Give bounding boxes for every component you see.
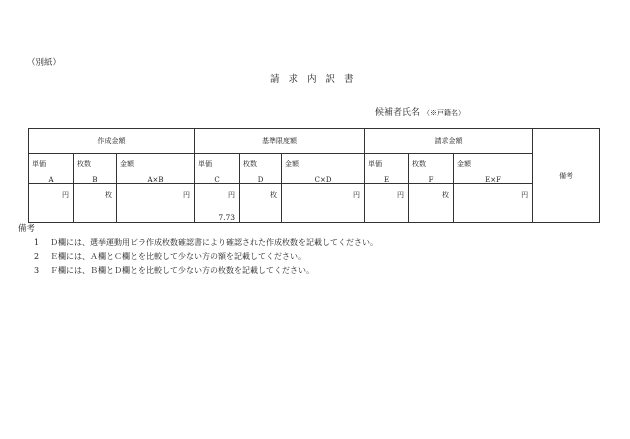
table-value-row	[29, 184, 600, 223]
value-cell	[74, 184, 117, 223]
candidate-name-label	[375, 105, 465, 118]
remark-number: 3	[34, 266, 40, 275]
table-group-header-row	[29, 129, 600, 154]
sub-header-code: C×D	[314, 176, 332, 184]
sub-header-label: 金額	[457, 160, 472, 168]
sub-header-cell	[365, 154, 409, 184]
unit-label: 円	[183, 191, 191, 199]
remark-text: Ｅ欄には、Ａ欄とＣ欄とを比較して少ない方の額を記載してください。	[50, 252, 306, 261]
remarks-column-header: 備考	[559, 171, 574, 180]
value-cell	[282, 184, 365, 223]
unit-label: 円	[62, 191, 69, 199]
sub-header-label: 枚数	[77, 160, 91, 168]
unit-label: 枚	[105, 191, 112, 199]
sub-header-cell	[282, 154, 365, 184]
remarks-column	[533, 129, 600, 223]
unit-label: 円	[521, 191, 529, 199]
sub-header-code: E	[383, 176, 390, 184]
table-sub-header-row	[29, 154, 600, 184]
sub-header-code: D	[257, 176, 264, 184]
remark-item	[34, 265, 314, 276]
remark-text: Ｄ欄には、選挙運動用ビラ作成枚数確認書により確認された作成枚数を記載してください。	[50, 238, 378, 247]
sub-header-label: 枚数	[243, 160, 258, 168]
group-header-standard-limit: 基準限度額	[195, 129, 365, 154]
sub-header-label: 枚数	[412, 160, 427, 168]
sub-header-cell	[454, 154, 533, 184]
unit-label: 枚	[270, 191, 278, 199]
sub-header-code: A×B	[147, 176, 164, 184]
value-cell	[117, 184, 195, 223]
sub-header-code: F	[428, 176, 434, 184]
unit-label: 枚	[442, 191, 450, 199]
value-cell	[195, 184, 240, 223]
unit-label: 円	[397, 191, 405, 199]
sub-header-label: 単価	[198, 160, 213, 168]
sub-header-cell	[117, 154, 195, 184]
claim-detail-table	[28, 128, 600, 223]
value-cell	[365, 184, 409, 223]
remark-number: 2	[34, 252, 40, 261]
sub-header-label: 単価	[32, 160, 46, 168]
remark-number: 1	[34, 238, 40, 247]
unit-label: 円	[353, 191, 361, 199]
sub-header-cell	[409, 154, 454, 184]
remarks-title: 備考	[18, 224, 36, 234]
value-cell	[454, 184, 533, 223]
value-cell	[409, 184, 454, 223]
remark-item	[34, 251, 306, 262]
group-header-claim-amount: 請求金額	[365, 129, 533, 154]
sub-header-code: A	[48, 176, 54, 184]
attachment-label: （別紙）	[27, 58, 62, 68]
group-header-production-cost: 作成金額	[29, 129, 195, 154]
sub-header-cell	[29, 154, 74, 184]
sub-header-label: 金額	[285, 160, 300, 168]
sub-header-cell	[240, 154, 282, 184]
sub-header-code: E×F	[485, 176, 501, 184]
sub-header-code: B	[92, 176, 98, 184]
value-cell	[29, 184, 74, 223]
remark-text: Ｆ欄には、Ｂ欄とＤ欄とを比較して少ない方の枚数を記載してください。	[50, 266, 314, 275]
sub-header-label: 金額	[120, 160, 134, 168]
sub-header-code: C	[214, 176, 220, 184]
sub-header-cell	[195, 154, 240, 184]
unit-label: 円	[228, 191, 236, 199]
document-title: 請求内訳書	[270, 74, 363, 85]
candidate-label-text: 候補者氏名	[375, 108, 421, 118]
unit-price-c-value: 7.73	[218, 213, 236, 222]
sub-header-cell	[74, 154, 117, 184]
sub-header-label: 単価	[368, 160, 383, 168]
value-cell	[240, 184, 282, 223]
candidate-label-note: （※戸籍名）	[423, 109, 466, 117]
remark-item	[34, 237, 378, 248]
